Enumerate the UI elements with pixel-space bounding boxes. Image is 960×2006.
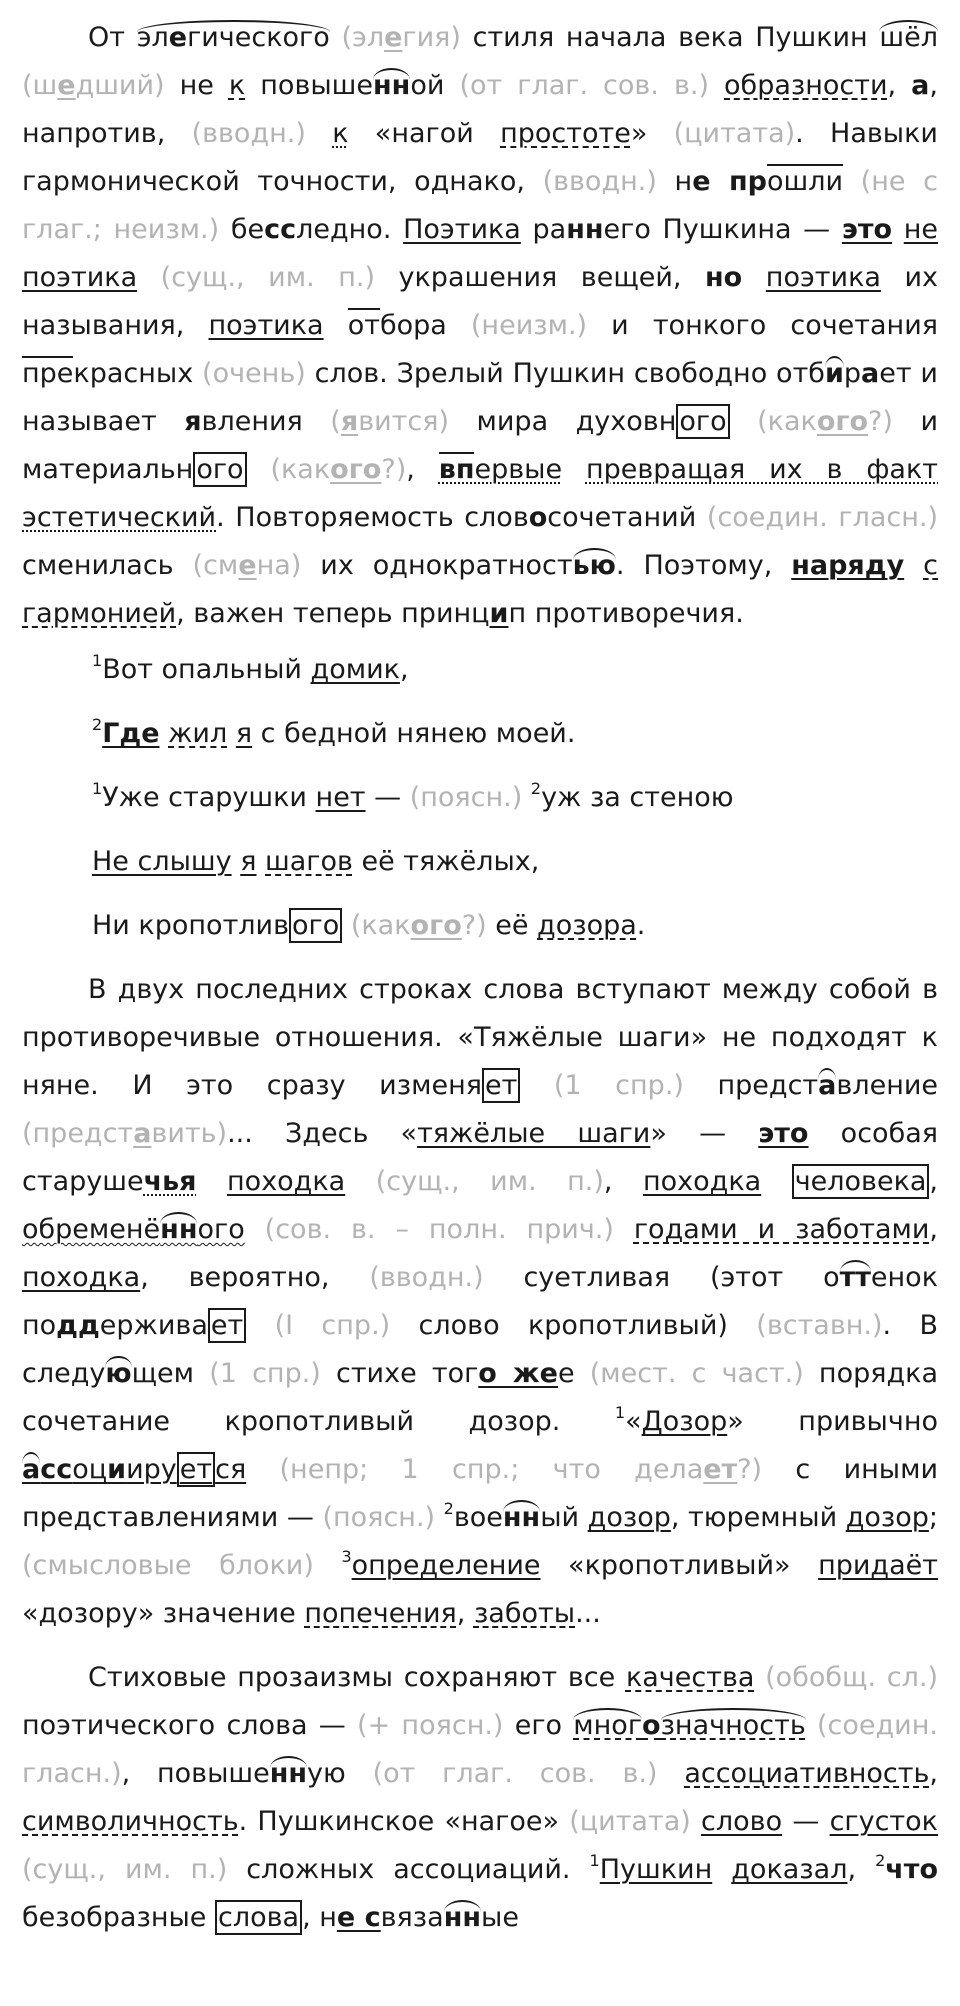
grammar-note: (явится) [330, 406, 449, 437]
grammar-note: (вставн.) [756, 1310, 883, 1341]
grammar-note: (вводн.) [542, 166, 657, 197]
root-mark: элегического [136, 22, 330, 53]
ending-box: ет [177, 1452, 215, 1487]
grammar-note: (не с глаг.; неизм.) [22, 166, 938, 245]
grammar-note: (соедин. гласн.) [706, 502, 938, 533]
grammar-note: (цитата) [673, 118, 796, 149]
prefix-mark: вп [438, 454, 475, 485]
grammar-note: (смена) [192, 550, 302, 581]
grammar-note: (непр; 1 спр.; что делает?) [279, 1454, 763, 1485]
ending-box: ого [193, 452, 246, 487]
object-mark: образности [724, 70, 888, 101]
paragraph-1: От элегического (элегия) стиля начала века Пушкин шёл (шедший) не к повышенной (от глаг. сов. в.) образности, а, напротив, (вводн.) к «нагой простоте» (цитата). Навыки гармонической точности, однако, (вводн.) не прошли (не с глаг.; неизм.) бесследно. Поэтика раннего Пушкина — это не поэтика (сущ., им. п.) украшения вещей, но поэтика их называния, поэтика отбора (неизм.) и тонкого сочетания прекрасных (очень) слов. Зрелый Пушкин свободно отбирает и называет явления (явится) мира духовн ого (какого?) и материальн ого (какого?), впервые превращая их в факт эстетический. Повторяемость словосочетаний (соедин. гласн.) сменилась (смена) их однократностью. Поэтому, наряду с гармонией, важен теперь принцип противоречия. [22, 22, 938, 629]
grammar-note: (какого?) [757, 406, 893, 437]
grammar-note: (цитата) [569, 1806, 691, 1837]
paragraph-3: Стиховые прозаизмы сохраняют все качества (обобщ. сл.) поэтического слова — (+ поясн.) его многозначность (соедин. гласн.), повышенную (от глаг. сов. в.) ассоциативность, символичность. Пушкинское «нагое» (цитата) слово — сгусток (сущ., им. п.) сложных ассоциаций. $^1$Пушкин доказал, $^2$что безобразные слова , не связанные [22, 1662, 938, 1933]
grammar-note: (соедин. гласн.) [22, 1710, 938, 1789]
poem-line: $^1$Вот опальный домик, [92, 651, 409, 685]
poem-line: $^2$Где жил я с бедной нянею моей. [92, 715, 576, 749]
ending-box: ет [482, 1068, 520, 1103]
grammar-note: (элегия) [341, 22, 461, 53]
prefix-mark: пре [22, 358, 74, 389]
preposition-mark: к [228, 70, 246, 101]
grammar-note: (представить) [22, 1118, 228, 1149]
grammar-note: (I спр.) [274, 1310, 391, 1341]
grammar-note: (1 спр.) [553, 1070, 684, 1101]
grammar-note: (сов. в. – полн. прич.) [264, 1214, 614, 1245]
adverbial-mark: превращая их в факт эстетический [22, 454, 938, 533]
ending-box: ого [676, 404, 729, 439]
grammar-note: (сущ., им. п.) [160, 262, 375, 293]
grammar-note: (поясн.) [322, 1502, 436, 1533]
grammar-note: (вводн.) [191, 118, 306, 149]
poem-excerpt [22, 646, 938, 950]
word-box: слова [215, 1900, 302, 1935]
ending-box: ого [289, 908, 342, 943]
suffix-mark: нн [373, 70, 411, 101]
paragraph-2: В двух последних строках слова вступают между собой в противоречивые отношения. «Тяжёлые шаги» не подходят к няне. И это сразу изменя ет (1 спр.) представление (представить)... Здесь «тяжёлые шаги» — это особая старушечья походка (сущ., им. п.), походка человека , обременённого (сов. в. – полн. прич.) годами и заботами, походка, вероятно, (вводн.) суетливая (этот оттенок поддержива ет (I спр.) слово кропотливый) (вставн.). В следующем (1 спр.) стихе того жее (мест. с част.) порядка сочетание кропотливый дозор. $^1$«Дозор» привычно ассоцииру ет ся (непр; 1 спр.; что делает?) с иными представлениями — (поясн.) $^2$военный дозор, тюремный дозор; (смысловые блоки) $^3$определение «кропотливый» придаёт «дозору» значение попечения, заботы... [22, 974, 939, 1629]
grammar-note: (сущ., им. п.) [375, 1166, 604, 1197]
grammar-note: (вводн.) [369, 1262, 484, 1293]
grammar-note: (шедший) [22, 70, 165, 101]
poem-line: Ни кропотлив ого (какого?) её дозора. [92, 910, 646, 941]
grammar-note: (сущ., им. п.) [22, 1854, 228, 1885]
ending-box: ет [208, 1308, 246, 1343]
grammar-note: (мест. с част.) [589, 1358, 804, 1389]
prefix-mark: от [347, 310, 380, 341]
grammar-note: (от глаг. сов. в.) [372, 1758, 658, 1789]
grammar-note: (поясн.) [409, 782, 523, 813]
word-box: человека [792, 1164, 930, 1199]
grammar-note: (от глаг. сов. в.) [459, 70, 709, 101]
root-mark: шёл [879, 22, 938, 53]
poem-line: $^1$Уже старушки нет — (поясн.) $^2$уж за стеною [92, 779, 734, 813]
grammar-note: (неизм.) [470, 310, 588, 341]
grammar-note: (какого?) [350, 910, 487, 941]
grammar-note: (1 спр.) [209, 1358, 321, 1389]
text: От [88, 22, 137, 53]
grammar-note: (обобщ. сл.) [765, 1662, 938, 1693]
grammar-note: (+ поясн.) [357, 1710, 504, 1741]
word: повышенной [260, 70, 445, 101]
predicate-mark: не поэтика [22, 214, 938, 293]
subject-mark: Поэтика [403, 214, 521, 245]
grammar-note: (очень) [202, 358, 306, 389]
poem-line: Не слышу я шагов её тяжёлых, [92, 846, 540, 877]
grammar-note: (смысловые блоки) [22, 1550, 314, 1581]
grammar-note: (какого?) [270, 454, 407, 485]
